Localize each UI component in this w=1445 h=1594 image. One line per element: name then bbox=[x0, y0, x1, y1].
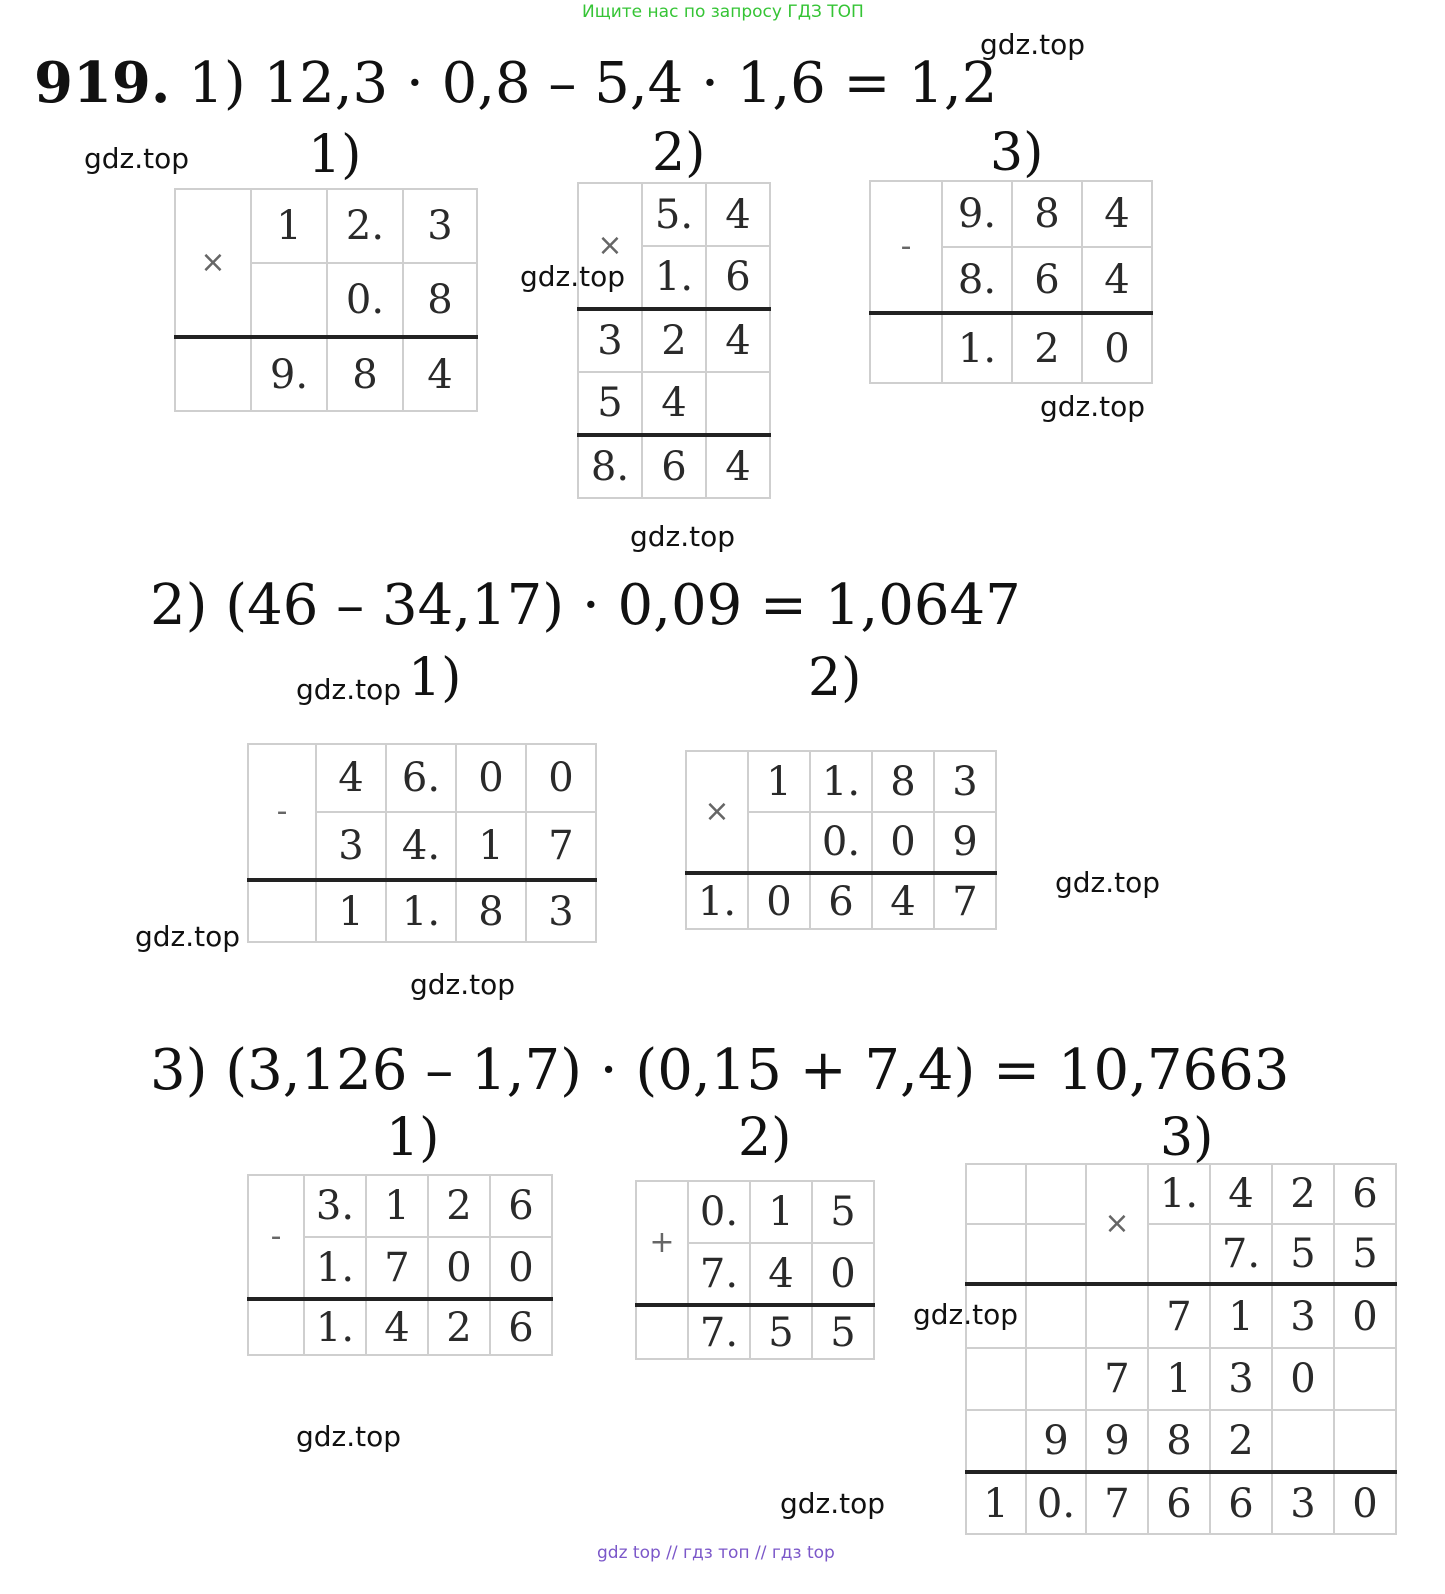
table-row bbox=[966, 1472, 1396, 1534]
table-row bbox=[248, 1175, 552, 1237]
multiply-sign: × bbox=[686, 751, 748, 873]
digit-cell bbox=[966, 1348, 1026, 1410]
digit-cell: 4 bbox=[1082, 247, 1152, 313]
digit-cell bbox=[1026, 1164, 1086, 1224]
digit-cell: 4 bbox=[706, 183, 770, 246]
digit-cell: 2 bbox=[428, 1175, 490, 1237]
digit-cell: 3 bbox=[1210, 1348, 1272, 1410]
table-row bbox=[578, 183, 770, 246]
digit-cell: 2. bbox=[327, 189, 403, 263]
digit-cell bbox=[1086, 1284, 1148, 1348]
digit-cell: 8 bbox=[1148, 1410, 1210, 1472]
table-row bbox=[175, 189, 477, 263]
table-row bbox=[870, 181, 1152, 247]
ex1-step2-label: 2) bbox=[652, 123, 706, 183]
digit-cell: 0. bbox=[810, 812, 872, 873]
watermark: gdz.top bbox=[84, 142, 190, 175]
exercise-1-heading bbox=[34, 50, 997, 116]
digit-cell: 8. bbox=[578, 435, 642, 498]
table-row bbox=[966, 1284, 1396, 1348]
digit-cell: 6. bbox=[386, 744, 456, 812]
ex1-subtraction-table-3 bbox=[869, 180, 1153, 384]
watermark: gdz.top bbox=[630, 520, 736, 553]
digit-cell: 3 bbox=[1272, 1472, 1334, 1534]
digit-cell: 5 bbox=[1272, 1224, 1334, 1284]
digit-cell: 2 bbox=[428, 1299, 490, 1355]
exercise-2-equation: 2) (46 – 34,17) · 0,09 = 1,0647 bbox=[150, 573, 1021, 638]
digit-cell: 1 bbox=[1148, 1348, 1210, 1410]
digit-cell: 8 bbox=[1012, 181, 1082, 247]
ex1-multiplication-table-2 bbox=[577, 182, 771, 499]
plus-sign: + bbox=[636, 1181, 688, 1305]
ex3-step3-label: 3) bbox=[1160, 1108, 1214, 1168]
digit-cell: 1 bbox=[748, 751, 810, 812]
digit-cell: 5 bbox=[812, 1181, 874, 1243]
table-row bbox=[966, 1224, 1396, 1284]
digit-cell: 7 bbox=[526, 812, 596, 880]
digit-cell bbox=[966, 1410, 1026, 1472]
table-row bbox=[578, 435, 770, 498]
digit-cell: 3 bbox=[934, 751, 996, 812]
digit-cell: 5 bbox=[750, 1305, 812, 1359]
digit-cell: 0 bbox=[428, 1237, 490, 1299]
digit-cell: 6 bbox=[490, 1299, 552, 1355]
digit-cell bbox=[636, 1305, 688, 1359]
digit-cell: 1. bbox=[642, 246, 706, 309]
digit-cell: 9 bbox=[934, 812, 996, 873]
digit-cell: 4 bbox=[1082, 181, 1152, 247]
multiply-sign: × bbox=[578, 183, 642, 309]
digit-cell: 7 bbox=[1148, 1284, 1210, 1348]
digit-cell bbox=[1272, 1410, 1334, 1472]
footer-links: gdz top // гдз топ // гдз top bbox=[597, 1543, 835, 1563]
digit-cell: 5 bbox=[812, 1305, 874, 1359]
digit-cell: 5 bbox=[578, 372, 642, 435]
table-row bbox=[578, 372, 770, 435]
multiply-sign: × bbox=[175, 189, 251, 337]
table-row bbox=[686, 751, 996, 812]
digit-cell bbox=[706, 372, 770, 435]
digit-cell: 7 bbox=[1086, 1472, 1148, 1534]
watermark: gdz.top bbox=[980, 28, 1086, 61]
digit-cell: 1 bbox=[366, 1175, 428, 1237]
digit-cell: 2 bbox=[1272, 1164, 1334, 1224]
digit-cell bbox=[248, 880, 316, 942]
digit-cell: 3. bbox=[304, 1175, 366, 1237]
digit-cell: 2 bbox=[1012, 313, 1082, 383]
watermark: gdz.top bbox=[913, 1298, 1019, 1331]
digit-cell: 0 bbox=[490, 1237, 552, 1299]
digit-cell bbox=[748, 812, 810, 873]
digit-cell: 1. bbox=[304, 1299, 366, 1355]
digit-cell: 0. bbox=[1026, 1472, 1086, 1534]
digit-cell: 8 bbox=[403, 263, 477, 337]
digit-cell: 0 bbox=[812, 1243, 874, 1305]
digit-cell: 0 bbox=[1334, 1284, 1396, 1348]
ex2-step1-label: 1) bbox=[408, 648, 462, 708]
digit-cell: 3 bbox=[403, 189, 477, 263]
digit-cell: 9. bbox=[251, 337, 327, 411]
digit-cell: 4 bbox=[316, 744, 386, 812]
digit-cell bbox=[251, 263, 327, 337]
multiply-sign: × bbox=[1086, 1164, 1148, 1284]
exercise-3-equation: 3) (3,126 – 1,7) · (0,15 + 7,4) = 10,7663 bbox=[150, 1038, 1290, 1103]
digit-cell: 6 bbox=[642, 435, 706, 498]
digit-cell: 1. bbox=[1148, 1164, 1210, 1224]
digit-cell: 4 bbox=[1210, 1164, 1272, 1224]
digit-cell: 4 bbox=[872, 873, 934, 929]
digit-cell: 2 bbox=[1210, 1410, 1272, 1472]
digit-cell: 2 bbox=[642, 309, 706, 372]
digit-cell bbox=[175, 337, 251, 411]
watermark: gdz.top bbox=[296, 673, 402, 706]
table-row bbox=[966, 1410, 1396, 1472]
digit-cell: 0 bbox=[1082, 313, 1152, 383]
digit-cell: 4 bbox=[706, 309, 770, 372]
table-row bbox=[870, 313, 1152, 383]
digit-cell: 4 bbox=[706, 435, 770, 498]
digit-cell: 0 bbox=[1334, 1472, 1396, 1534]
table-row bbox=[578, 309, 770, 372]
digit-cell: 0. bbox=[688, 1181, 750, 1243]
watermark: gdz.top bbox=[296, 1420, 402, 1453]
ex2-step2-label: 2) bbox=[808, 648, 862, 708]
digit-cell: 7. bbox=[688, 1305, 750, 1359]
minus-sign: - bbox=[248, 744, 316, 880]
watermark: gdz.top bbox=[780, 1487, 886, 1520]
search-banner: Ищите нас по запросу ГДЗ ТОП bbox=[582, 2, 864, 22]
table-row bbox=[636, 1305, 874, 1359]
ex3-subtraction-table-1 bbox=[247, 1174, 553, 1356]
digit-cell: 6 bbox=[706, 246, 770, 309]
ex1-multiplication-table-1 bbox=[174, 188, 478, 412]
ex1-step3-label: 3) bbox=[990, 123, 1044, 183]
digit-cell: 3 bbox=[578, 309, 642, 372]
digit-cell: 6 bbox=[490, 1175, 552, 1237]
table-row bbox=[636, 1181, 874, 1243]
digit-cell bbox=[1026, 1348, 1086, 1410]
digit-cell: 3 bbox=[526, 880, 596, 942]
digit-cell: 4 bbox=[642, 372, 706, 435]
digit-cell: 1. bbox=[942, 313, 1012, 383]
digit-cell: 7. bbox=[1210, 1224, 1272, 1284]
digit-cell: 8 bbox=[456, 880, 526, 942]
digit-cell: 1 bbox=[251, 189, 327, 263]
digit-cell: 8 bbox=[872, 751, 934, 812]
watermark: gdz.top bbox=[410, 968, 516, 1001]
digit-cell: 6 bbox=[1148, 1472, 1210, 1534]
digit-cell bbox=[966, 1164, 1026, 1224]
table-row bbox=[686, 873, 996, 929]
watermark: gdz.top bbox=[520, 260, 626, 293]
digit-cell bbox=[1334, 1410, 1396, 1472]
digit-cell: 6 bbox=[1012, 247, 1082, 313]
digit-cell: 0 bbox=[748, 873, 810, 929]
ex2-multiplication-table-2 bbox=[685, 750, 997, 930]
ex3-step1-label: 1) bbox=[386, 1108, 440, 1168]
table-row bbox=[966, 1164, 1396, 1224]
digit-cell: 1. bbox=[686, 873, 748, 929]
ex3-multiplication-table-3 bbox=[965, 1163, 1397, 1535]
ex1-step1-label: 1) bbox=[308, 125, 362, 185]
digit-cell: 1 bbox=[1210, 1284, 1272, 1348]
digit-cell: 7 bbox=[934, 873, 996, 929]
digit-cell: 7 bbox=[1086, 1348, 1148, 1410]
watermark: gdz.top bbox=[1040, 390, 1146, 423]
digit-cell: 0 bbox=[1272, 1348, 1334, 1410]
digit-cell bbox=[966, 1224, 1026, 1284]
digit-cell bbox=[1148, 1224, 1210, 1284]
digit-cell bbox=[870, 313, 942, 383]
digit-cell: 8 bbox=[327, 337, 403, 411]
digit-cell: 1 bbox=[456, 812, 526, 880]
minus-sign: - bbox=[248, 1175, 304, 1299]
digit-cell: 5 bbox=[1334, 1224, 1396, 1284]
table-row bbox=[175, 337, 477, 411]
digit-cell: 9 bbox=[1026, 1410, 1086, 1472]
digit-cell: 4 bbox=[750, 1243, 812, 1305]
digit-cell: 5. bbox=[642, 183, 706, 246]
digit-cell: 1. bbox=[810, 751, 872, 812]
digit-cell: 6 bbox=[1210, 1472, 1272, 1534]
digit-cell: 0 bbox=[456, 744, 526, 812]
ex3-step2-label: 2) bbox=[738, 1108, 792, 1168]
watermark: gdz.top bbox=[135, 920, 241, 953]
digit-cell: 8. bbox=[942, 247, 1012, 313]
digit-cell: 3 bbox=[1272, 1284, 1334, 1348]
digit-cell: 1 bbox=[316, 880, 386, 942]
table-row bbox=[248, 744, 596, 812]
digit-cell: 0 bbox=[872, 812, 934, 873]
digit-cell: 0 bbox=[526, 744, 596, 812]
digit-cell: 3 bbox=[316, 812, 386, 880]
digit-cell bbox=[1026, 1224, 1086, 1284]
digit-cell: 0. bbox=[327, 263, 403, 337]
digit-cell: 6 bbox=[1334, 1164, 1396, 1224]
table-row bbox=[966, 1348, 1396, 1410]
digit-cell: 1 bbox=[750, 1181, 812, 1243]
digit-cell: 1 bbox=[966, 1472, 1026, 1534]
digit-cell: 9. bbox=[942, 181, 1012, 247]
ex3-addition-table-2 bbox=[635, 1180, 875, 1360]
watermark: gdz.top bbox=[1055, 866, 1161, 899]
digit-cell bbox=[1026, 1284, 1086, 1348]
digit-cell: 6 bbox=[810, 873, 872, 929]
digit-cell: 1. bbox=[386, 880, 456, 942]
digit-cell bbox=[1334, 1348, 1396, 1410]
ex2-subtraction-table-1 bbox=[247, 743, 597, 943]
digit-cell: 4. bbox=[386, 812, 456, 880]
digit-cell: 7. bbox=[688, 1243, 750, 1305]
digit-cell: 7 bbox=[366, 1237, 428, 1299]
problem-number: 919. bbox=[34, 50, 171, 116]
digit-cell: 1. bbox=[304, 1237, 366, 1299]
digit-cell: 4 bbox=[403, 337, 477, 411]
table-row bbox=[248, 1299, 552, 1355]
minus-sign: - bbox=[870, 181, 942, 313]
table-row bbox=[248, 880, 596, 942]
digit-cell: 4 bbox=[366, 1299, 428, 1355]
digit-cell: 9 bbox=[1086, 1410, 1148, 1472]
digit-cell bbox=[248, 1299, 304, 1355]
exercise-1-equation: 1) 12,3 · 0,8 – 5,4 · 1,6 = 1,2 bbox=[188, 51, 998, 116]
